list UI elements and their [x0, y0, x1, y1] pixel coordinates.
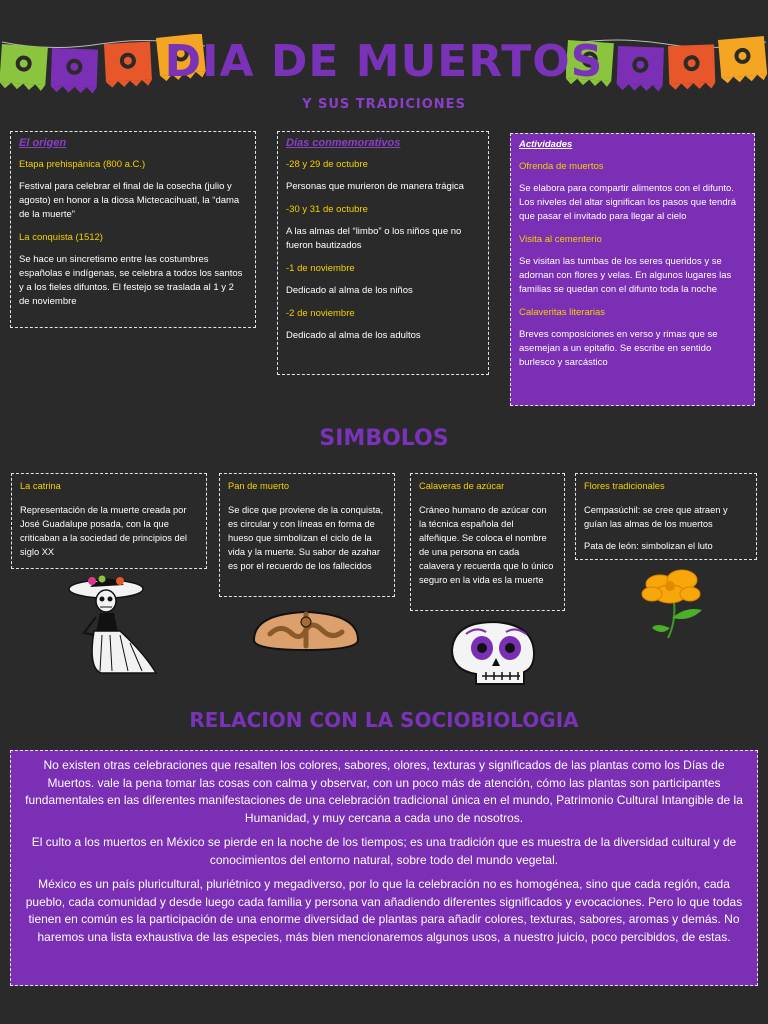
relacion-box	[10, 750, 758, 986]
dias-box	[277, 131, 489, 375]
relacion-p1: No existen otras celebraciones que resalten los colores, sabores, olores, texturas y significados de las plantas como los Días de Muertos. vale la pena tomar las cosas con calma y observar, con un poco más de atención, cómo las plantas son participantes fundamentales en las diferentes manifestaciones de una celebración tradicional única en el mundo, Patrimonio Cultural Intangible de la Humanidad, y muy cercana a cada uno de nosotros.	[25, 758, 743, 825]
catrina-illustration	[66, 573, 161, 680]
dias-text3: Dedicado al alma de los niños	[286, 285, 413, 296]
calaveras-heading: Calaveras de azúcar	[419, 481, 505, 491]
dias-sub3: -1 de noviembre	[286, 263, 355, 274]
relacion-p3: México es un país pluricultural, pluriétnico y megadiverso, por lo que la celebración no es homogénea, sino que cada región, cada pueblo, cada comunidad y desde luego cada familia y persona van añadiendo diferentes significados y evocaciones. Pero lo que todas tienen en común es la participación de una enorme diversidad de plantas para añadir colores, texturas, sabores, aromas y demás. No haremos una lista exhaustiva de las especies, más bien mencionaremos algunos usos, a nuestro juicio, poco percibidos, de estas.	[25, 877, 743, 944]
calaveras-text: Cráneo humano de azúcar con la técnica española del alfeñique. Se coloca el nombre de una persona en cada calavera y recuerda que lo único seguro en la vida es la muerte	[419, 505, 554, 585]
dias-sub1: -28 y 29 de octubre	[286, 159, 368, 170]
pan-illustration	[250, 606, 362, 659]
flores-text1: Cempasúchil: se cree que atraen y guían las almas de los muertos	[584, 505, 728, 529]
dias-heading: Días conmemorativos	[286, 137, 401, 149]
relacion-p2: El culto a los muertos en México se pierde en la noche de los tiempos; es una tradición que es muestra de la diversidad cultural y de conocimientos del entorno natural, sobre todo del mundo vegetal.	[31, 835, 737, 867]
marigold-icon	[626, 566, 722, 642]
catrina-text: Representación de la muerte creada por José Guadalupe posada, con la que criticaban a la sociedad de principios del siglo XX	[20, 505, 187, 557]
actividades-heading: Actividades	[519, 139, 573, 150]
simbolos-title: SIMBOLOS	[319, 426, 449, 451]
calavera-illustration	[446, 620, 540, 693]
catrina-heading: La catrina	[20, 481, 61, 491]
actividades-sub3: Calaveritas literarias	[519, 307, 606, 318]
relacion-title: RELACION CON LA SOCIOBIOLOGIA	[189, 708, 579, 732]
sugar-skull-icon	[446, 620, 540, 688]
page-title: DIA DE MUERTOS	[164, 36, 604, 87]
actividades-text3: Breves composiciones en verso y rimas que se asemejan a un epitafio. Se escribe en sentido burlesco y sarcástico	[519, 329, 718, 368]
dias-sub2: -30 y 31 de octubre	[286, 204, 368, 215]
dias-text2: A las almas del “limbo” o los niños que no fueron bautizados	[286, 226, 462, 251]
pan-heading: Pan de muerto	[228, 481, 289, 491]
calaveras-box	[410, 473, 565, 611]
origen-box	[10, 131, 256, 328]
catrina-icon	[66, 573, 161, 675]
actividades-sub2: Visita al cementerio	[519, 234, 602, 245]
dias-sub4: -2 de noviembre	[286, 308, 355, 319]
flores-text2: Pata de león: simbolizan el luto	[584, 541, 713, 551]
actividades-sub1: Ofrenda de muertos	[519, 161, 604, 172]
origen-sub1: Etapa prehispánica (800 a.C.)	[19, 159, 146, 170]
origen-text1: Festival para celebrar el final de la cosecha (julio y agosto) en honor a la diosa Mictecacihuatl, la “dama de la muerte”	[19, 181, 240, 220]
flor-illustration	[626, 566, 722, 647]
bread-icon	[250, 606, 362, 654]
origen-sub2: La conquista (1512)	[19, 232, 103, 243]
pan-text: Se dice que proviene de la conquista, es circular y con líneas en forma de hueso que simbolizan el ciclo de la vida y la muerte. Su sabor de azahar es por el recuerdo de los fallecidos	[228, 505, 384, 571]
pan-box	[219, 473, 395, 597]
catrina-box	[11, 473, 207, 569]
flores-heading: Flores tradicionales	[584, 481, 665, 491]
actividades-box	[510, 133, 755, 406]
dias-text1: Personas que murieron de manera trágica	[286, 181, 464, 192]
page-subtitle: Y SUS TRADICIONES	[302, 97, 466, 112]
actividades-text1: Se elabora para compartir alimentos con el difunto. Los niveles del altar significan los pasos que tendrá que pasar el invitado para llegar al cielo	[519, 183, 737, 222]
flores-box	[575, 473, 757, 560]
origen-heading: El origen	[19, 137, 67, 149]
dias-text4: Dedicado al alma de los adultos	[286, 330, 421, 341]
origen-text2: Se hace un sincretismo entre las costumbres españolas e indígenas, se celebra a todos los santos y a los fieles difuntos. El festejo se traslada al 1 y 2 de noviembre	[19, 254, 243, 307]
actividades-text2: Se visitan las tumbas de los seres queridos y se adornan con flores y velas. En algunos lugares las familias se quedan con el difunto toda la noche	[519, 256, 732, 295]
